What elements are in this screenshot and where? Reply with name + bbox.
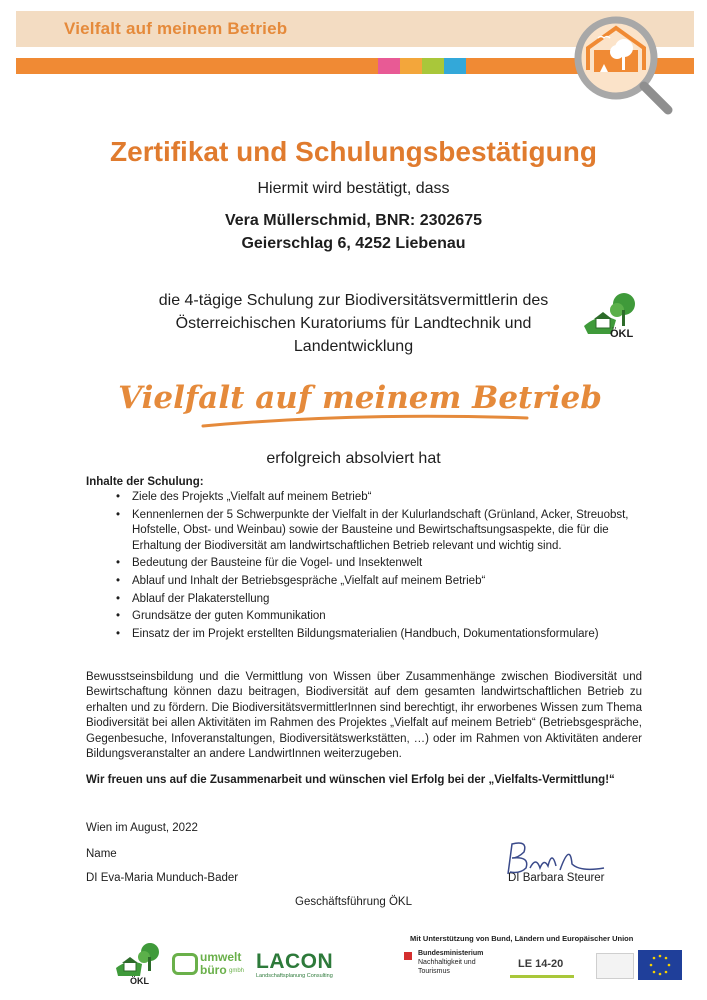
signer-left: DI Eva-Maria Munduch-Bader [86,872,239,884]
list-item: • Ziele des Projekts „Vielfalt auf meinem Betrieb“ [112,490,632,506]
body-paragraph: Bewusstseinsbildung und die Vermittlung von Wissen über Zusammenhänge zwischen Biodiversität und Bewirtschaftung können dazu beitragen, Biodiversität auf dem gesamten landwirtschaftlichen Betrieb zu erhalten und zu fördern. Die BiodiversitätsvermittlerInnen sind berechtigt, ihr erworbenes Wissen zum Thema Biodiversität bei allen Aktivitäten im Rahmen des Projektes „Vielfalt auf meinem Betrieb“ (Betriebsgespräche, Gegenbesuche, Infoveranstaltungen, Biodiversitätswerkstätten, …) oder im Rahmen von Aktivitäten anderer Bildungsveranstalter an andere LandwirtInnen weiterzugeben. [86,671,642,761]
eu-fund-text-block [596,953,634,979]
lacon-logo-sub: Landschaftsplanung Consulting [256,973,333,979]
stripe-segment [16,58,378,74]
eu-flag-icon [638,950,682,980]
list-item: • Grundsätze der guten Kommunikation [112,609,632,625]
recipient-line: Vera Müllerschmid, BNR: 2302675 [224,212,482,229]
list-item: • Ablauf der Plakaterstellung [112,592,632,608]
list-item: • Kennenlernen der 5 Schwerpunkte der Vielfalt in der Kulurlandschaft (Grünland, Acker, Streuobst, Hofstelle, Obst- und Weinbau) sowie der Bausteine und Bewirtschaftsungsaspekte, die für die Erhaltung der Biodiversität am landwirtschaftlichen Betrieb relevant und wichtig sind. [112,508,632,555]
handwritten-signature [500,838,610,878]
list-item: • Bedeutung der Bausteine für die Vogel- und Insektenwelt [112,556,632,572]
list-item: • Einsatz der im Projekt erstellten Bildungsmaterialien (Handbuch, Dokumentationsformulare) [112,627,632,643]
stripe-segment [422,58,444,74]
oekl-footer-label: ÖKL [130,976,149,986]
stripe-segment [378,58,400,74]
closing-line: Wir freuen uns auf die Zusammenarbeit und wünschen viel Erfolg bei der „Vielfalts-Vermittlung!“ [86,774,615,786]
oekl-logo-label: ÖKL [610,328,634,340]
course-line: die 4-tägige Schulung zur Biodiversitätsvermittlerin des [158,292,549,309]
support-text: Mit Unterstützung von Bund, Ländern und Europäischer Union [410,934,634,943]
completed-line: erfolgreich absolviert hat [266,450,441,467]
certificate-title: Zertifikat und Schulungsbestätigung [110,136,597,167]
course-line: Landentwicklung [293,338,414,355]
lacon-logo-text: LACON [256,950,334,973]
script-logo [118,360,602,440]
intro-line: Hiermit wird bestätigt, dass [257,180,450,197]
name-label: Name [86,848,117,860]
course-line: Österreichischen Kuratoriums für Landtechnik und [175,315,532,332]
contents-list [112,490,632,644]
umwelt-logo-text: büro [200,963,227,977]
script-logo-text: Vielfalt auf meinem Betrieb [118,380,602,416]
signer-right: DI Barbara Steurer [508,872,605,884]
address-line: Geierschlag 6, 4252 Liebenau [241,235,466,252]
place-date: Wien im August, 2022 [86,822,198,834]
umwelt-logo-text: umwelt [200,950,242,964]
stripe-segment [444,58,466,74]
umwelt-logo-suffix: gmbh [229,968,245,974]
ministry-line: Bundesministerium [418,950,484,957]
header-title: Vielfalt auf meinem Betrieb [64,19,288,38]
management-label: Geschäftsführung ÖKL [295,896,412,908]
ministry-line: Nachhaltigkeit und [418,959,476,966]
contents-title: Inhalte der Schulung: [86,476,204,488]
le-logo-text: LE 14-20 [518,958,564,970]
stripe-segment [400,58,422,74]
ministry-line: Tourismus [418,968,450,975]
magnifier-house-icon [568,14,678,114]
list-item: • Ablauf und Inhalt der Betriebsgespräche „Vielfalt auf meinem Betrieb“ [112,574,632,590]
austria-flag-icon [404,952,412,960]
umwelt-logo-mark [172,953,198,975]
